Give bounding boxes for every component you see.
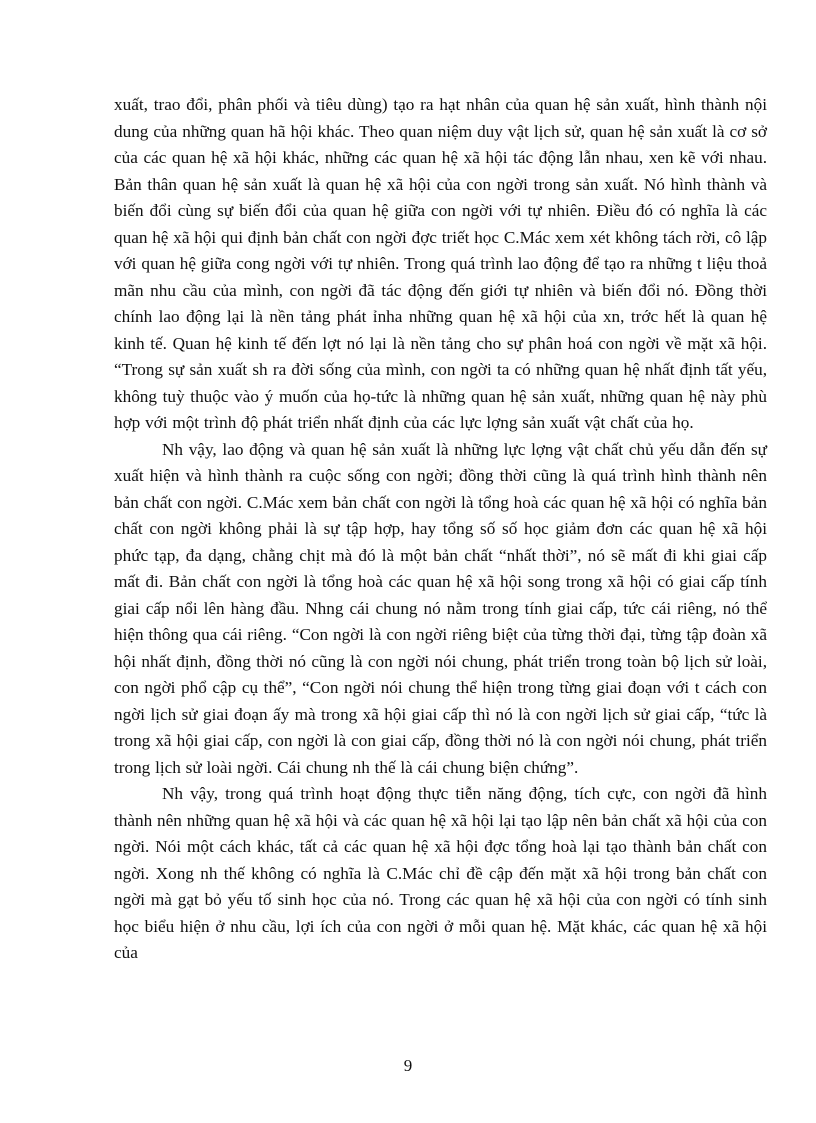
page-body: [114, 92, 767, 967]
paragraph-3: Nh vậy, trong quá trình hoạt động thực tiễn năng động, tích cực, con ngời đã hình thành nên những quan hệ xã hội và các quan hệ xã hội lại tạo lập nên bản chất xã hội của con ngời. Nói một cách khác, tất cả các quan hệ xã hội đợc tổng hoà lại tạo thành bản chất con ngời. Xong nh thế không có nghĩa là C.Mác chỉ đề cập đến mặt xã hội trong bản chất con ngời mà gạt bỏ yếu tố sinh học của nó. Trong các quan hệ xã hội của con ngời có tính sinh học biểu hiện ở nhu cầu, lợi ích của con ngời ở mỗi quan hệ. Mặt khác, các quan hệ xã hội của: [114, 784, 767, 962]
page-number: 9: [403, 1056, 413, 1075]
paragraph-1: xuất, trao đổi, phân phối và tiêu dùng) tạo ra hạt nhân của quan hệ sản xuất, hình thành nội dung của những quan hã hội khác. Theo quan niệm duy vật lịch sử, quan hệ sản xuất là cơ sở của các quan hệ xã hội khác, những các quan hệ xã hội tác động lẫn nhau, xen kẽ với nhau. Bản thân quan hệ sản xuất là quan hệ xã hội của con ngời trong sản xuất. Nó hình thành và biến đổi cùng sự biến đổi của quan hệ giữa con ngời với tự nhiên. Điều đó có nghĩa là các quan hệ xã hội qui định bản chất con ngời đợc triết học C.Mác xem xét không tách rời, cô lập với quan hệ giữa cong ngời với tự nhiên. Trong quá trình lao động để tạo ra những t liệu thoả mãn nhu cầu của mình, con ngời đã tác động đến giới tự nhiên và biến đổi nó. Đồng thời chính lao động lại là nền tảng phát ỉnha những quan hệ xã hội của xn, trớc hết là quan hệ kinh tế. Quan hệ kinh tế đến lợt nó lại là nền tảng cho sự phân hoá con ngời về mặt xã hội. “Trong sự sản xuất sh ra đời sống của mình, con ngời ta có những quan hệ nhất định tất yếu, không tuỳ thuộc vào ý muốn của họ-tức là những quan hệ sản xuất, những quan hệ này phù hợp với một trình độ phát triển nhất định của các lực lợng sản xuất vật chất của họ.: [114, 95, 767, 432]
paragraph-2: Nh vậy, lao động và quan hệ sản xuất là những lực lợng vật chất chủ yếu dẫn đến sự xuất hiện và hình thành ra cuộc sống con ngời; đồng thời cũng là quá trình hình thành nên bản chất con ngời. C.Mác xem bản chất con ngời là tổng hoà các quan hệ xã hội có nghĩa bản chất con ngời không phải là sự tập hợp, hay tổng số số học giảm đơn các quan hệ xã hội phức tạp, đa dạng, chằng chịt mà đó là một bản chất “nhất thời”, nó sẽ mất đi khi giai cấp mất đi. Bản chất con ngời là tổng hoà các quan hệ xã hội song trong xã hội có giai cấp tính giai cấp nổi lên hàng đầu. Nhng cái chung nó nằm trong tính giai cấp, tức cái riêng, nó thể hiện thông qua cái riêng. “Con ngời là con ngời riêng biệt của từng thời đại, từng tập đoàn xã hội nhất định, đồng thời nó cũng là con ngời nói chung, phát triển trong toàn bộ lịch sử loài, con ngời phổ cập cụ thể”, “Con ngời nói chung thể hiện trong từng giai đoạn với t cách con ngời lịch sử giai đoạn ấy mà trong xã hội giai cấp thì nó là con ngời lịch sử giai cấp, “tức là trong xã hội giai cấp, con ngời là con giai cấp, đồng thời nó là con ngời nói chung, phát triển trong lịch sử loài ngời. Cái chung nh thế là cái chung biện chứng”.: [114, 439, 767, 777]
